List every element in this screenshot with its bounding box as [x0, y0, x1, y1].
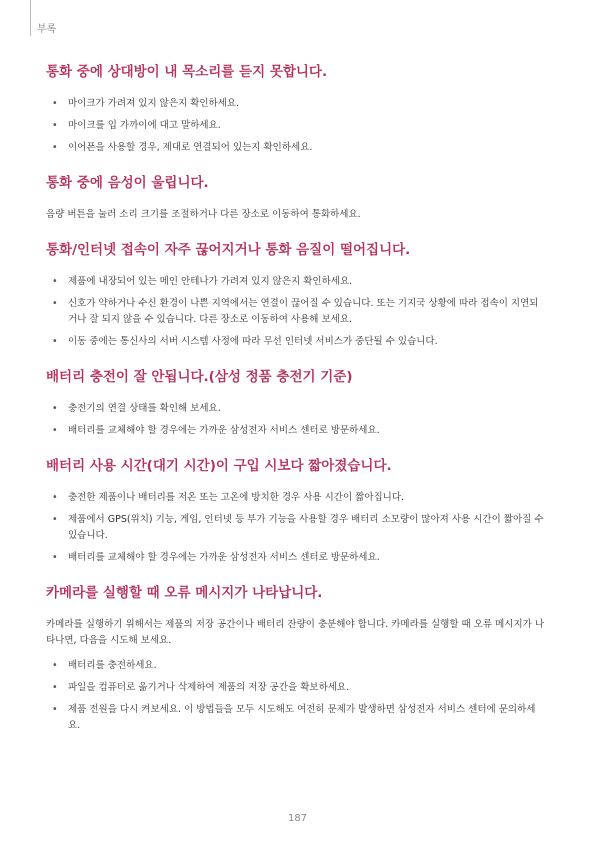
list-item — [46, 334, 546, 350]
bullet-list — [46, 96, 546, 156]
list-item-text: 배터리를 충전하세요. — [68, 660, 157, 671]
section-title: 통화/인터넷 접속이 자주 끊어지거나 통화 음질이 떨어집니다. — [46, 242, 411, 258]
bullet-list — [46, 490, 546, 566]
bullet-icon: • — [52, 660, 58, 671]
section-title: 배터리 충전이 잘 안됩니다.(삼성 정품 충전기 기준) — [46, 369, 353, 385]
bullet-icon: • — [52, 336, 58, 347]
document-body — [46, 62, 546, 751]
list-item-text: 이어폰을 사용할 경우, 제대로 연결되어 있는지 확인하세요. — [68, 142, 313, 153]
list-item-text: 제품에 내장되어 있는 메인 안테나가 가려져 있지 않은지 확인하세요. — [68, 276, 353, 287]
list-item — [46, 296, 546, 328]
list-item-text: 마이크를 입 가까이에 대고 말하세요. — [68, 120, 221, 131]
section-charging — [46, 367, 546, 439]
header-divider — [30, 0, 31, 36]
list-item — [46, 140, 546, 156]
page-number: 187 — [287, 813, 308, 824]
list-item — [46, 96, 546, 112]
section-paragraph: 음량 버튼을 눌러 소리 크기를 조절하거나 다른 장소로 이동하여 통화하세요. — [46, 209, 361, 220]
list-item-text: 배터리를 교체해야 할 경우에는 가까운 삼성전자 서비스 센터로 방문하세요. — [68, 425, 380, 436]
list-item-text: 충전한 제품이나 배터리를 저온 또는 고온에 방치한 경우 사용 시간이 짧아집니다. — [68, 492, 405, 503]
section-paragraph: 카메라를 실행하기 위해서는 제품의 저장 공간이나 배터리 잔량이 충분해야 합니다. 카메라를 실행할 때 오류 메시지가 나타나면, 다음을 시도해 보세요. — [46, 619, 544, 646]
section-title: 통화 중에 상대방이 내 목소리를 듣지 못합니다. — [46, 64, 328, 80]
section-echo — [46, 173, 546, 223]
list-item — [46, 423, 546, 439]
list-item — [46, 658, 546, 674]
section-label: 부록 — [37, 24, 57, 35]
bullet-icon: • — [52, 552, 58, 563]
section-connection-drops — [46, 240, 546, 350]
section-title: 카메라를 실행할 때 오류 메시지가 나타납니다. — [46, 585, 323, 601]
bullet-list — [46, 274, 546, 350]
section-battery-life — [46, 456, 546, 566]
section-title: 배터리 사용 시간(대기 시간)이 구입 시보다 짧아졌습니다. — [46, 458, 392, 474]
bullet-icon: • — [52, 704, 58, 715]
list-item-text: 신호가 약하거나 수신 환경이 나쁜 지역에서는 연결이 끊어질 수 있습니다. 또는 기지국 상황에 따라 접속이 지연되거나 잘 되지 않을 수 있습니다. 다른 장소로 이동하여 사용해 보세요. — [68, 298, 539, 325]
list-item-text: 마이크가 가려져 있지 않은지 확인하세요. — [68, 98, 240, 109]
bullet-list — [46, 401, 546, 439]
bullet-icon: • — [52, 514, 58, 525]
list-item-text: 파일을 컴퓨터로 옮기거나 삭제하여 제품의 저장 공간을 확보하세요. — [68, 682, 350, 693]
list-item-text: 제품 전원을 다시 켜보세요. 이 방법들을 모두 시도해도 여전히 문제가 발생하면 삼성전자 서비스 센터에 문의하세요. — [68, 704, 536, 731]
bullet-list — [46, 658, 546, 734]
bullet-icon: • — [52, 425, 58, 436]
bullet-icon: • — [52, 403, 58, 414]
bullet-icon: • — [52, 120, 58, 131]
list-item-text: 이동 중에는 통신사의 서버 시스템 사정에 따라 무선 인터넷 서비스가 중단될 수 있습니다. — [68, 336, 438, 347]
bullet-icon: • — [52, 276, 58, 287]
list-item-text: 배터리를 교체해야 할 경우에는 가까운 삼성전자 서비스 센터로 방문하세요. — [68, 552, 380, 563]
list-item-text: 제품에서 GPS(위치) 기능, 게임, 인터넷 등 부가 기능을 사용할 경우 배터리 소모량이 많아져 사용 시간이 짧아질 수 있습니다. — [68, 514, 544, 541]
section-mic-not-heard — [46, 62, 546, 156]
list-item-text: 충전기의 연결 상태를 확인해 보세요. — [68, 403, 221, 414]
bullet-icon: • — [52, 142, 58, 153]
list-item — [46, 274, 546, 290]
section-camera-error — [46, 583, 546, 734]
list-item — [46, 702, 546, 734]
list-item — [46, 550, 546, 566]
bullet-icon: • — [52, 492, 58, 503]
list-item — [46, 118, 546, 134]
list-item — [46, 490, 546, 506]
list-item — [46, 512, 546, 544]
bullet-icon: • — [52, 98, 58, 109]
list-item — [46, 680, 546, 696]
bullet-icon: • — [52, 682, 58, 693]
section-title: 통화 중에 음성이 울립니다. — [46, 175, 209, 191]
list-item — [46, 401, 546, 417]
bullet-icon: • — [52, 298, 58, 309]
